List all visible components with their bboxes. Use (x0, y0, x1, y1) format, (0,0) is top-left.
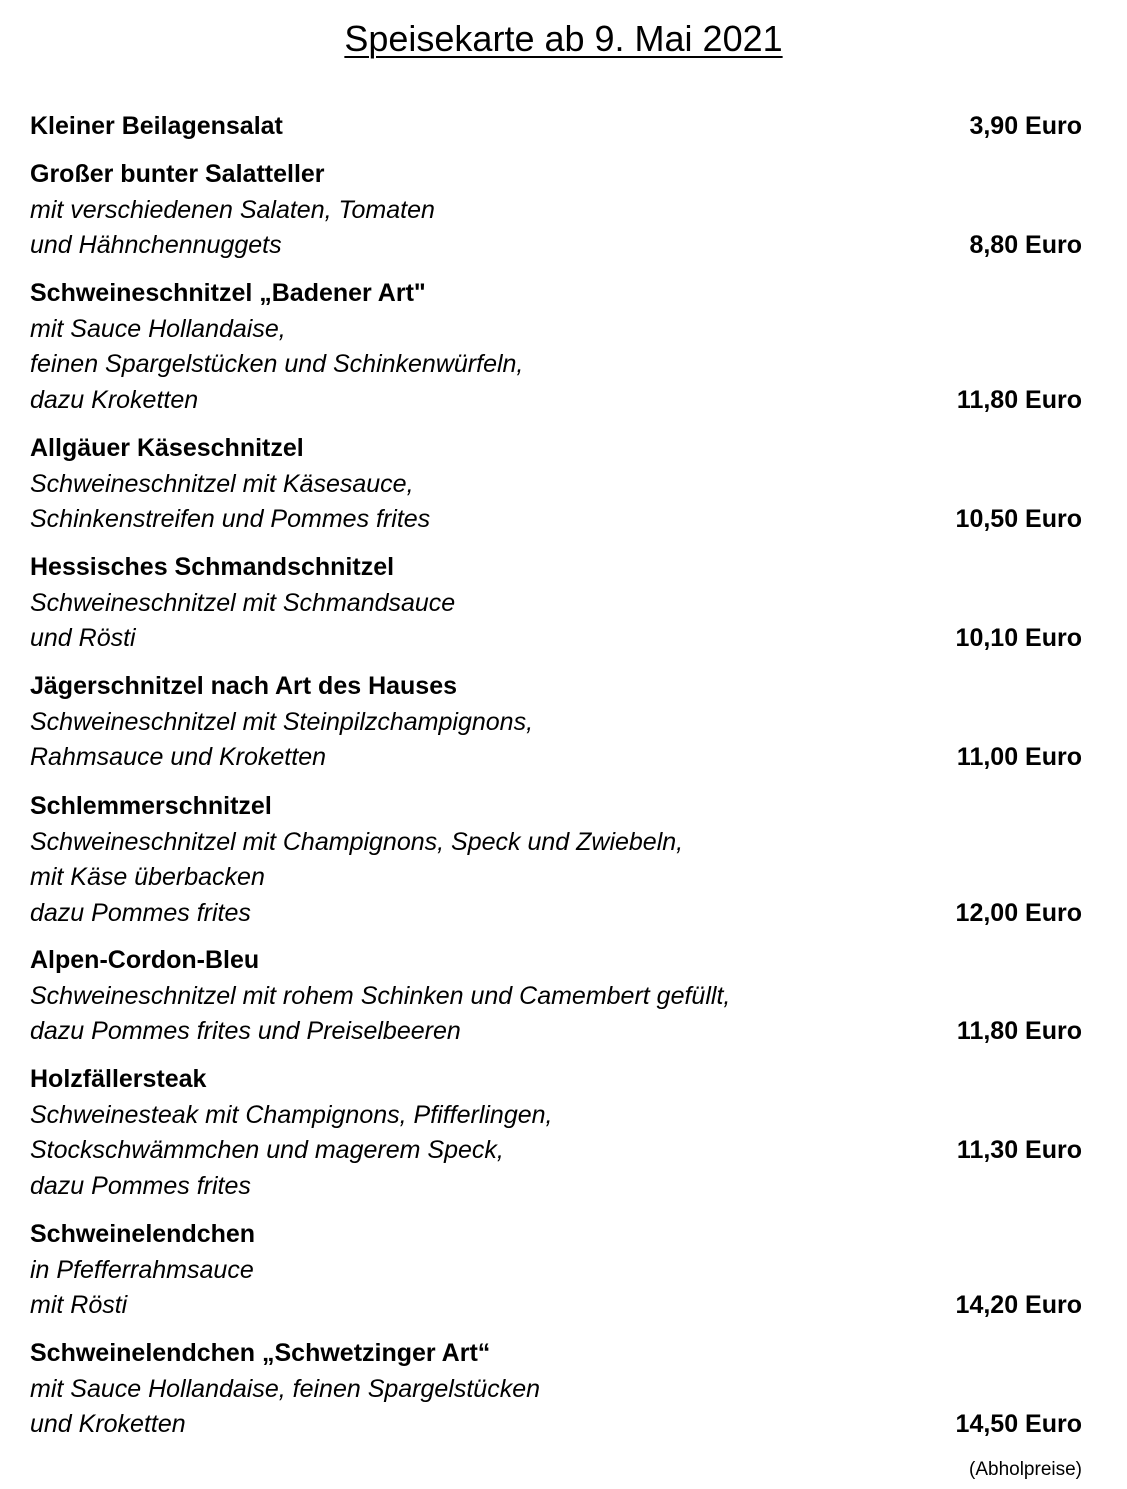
item-description: und Rösti (30, 624, 136, 653)
item-description: mit Sauce Hollandaise, (30, 314, 286, 343)
item-description: mit Sauce Hollandaise, feinen Spargelstücken (30, 1374, 541, 1403)
item-name: Schweinelendchen (30, 1220, 256, 1248)
item-price: 11,80 Euro (956, 385, 1082, 414)
menu-item (30, 109, 1082, 145)
item-description: mit Käse überbacken (30, 863, 265, 892)
item-name: Schweineschnitzel „Badener Art" (30, 279, 426, 307)
item-description: mit Rösti (30, 1291, 128, 1320)
menu-item (30, 1336, 1082, 1443)
item-price: 14,20 Euro (955, 1291, 1082, 1320)
item-name: Alpen-Cordon-Bleu (30, 946, 260, 974)
item-price: 14,50 Euro (955, 1410, 1082, 1439)
item-description: Schweineschnitzel mit Champignons, Speck und Zwiebeln, (30, 827, 684, 856)
item-name: Schweinelendchen „Schwetzinger Art“ (30, 1339, 491, 1367)
item-description: und Kroketten (30, 1410, 186, 1439)
item-description: Schweineschnitzel mit rohem Schinken und Camembert gefüllt, (30, 981, 731, 1010)
item-description: dazu Kroketten (30, 385, 199, 414)
item-description: Schweineschnitzel mit Schmandsauce (30, 588, 456, 617)
item-description: Stockschwämmchen und magerem Speck, (30, 1136, 504, 1165)
item-description: feinen Spargelstücken und Schinkenwürfeln, (30, 350, 524, 379)
menu-item (30, 431, 1082, 538)
item-name: Kleiner Beilagensalat (30, 112, 283, 140)
item-price: 3,90 Euro (969, 112, 1082, 140)
item-name: Schlemmerschnitzel (30, 792, 272, 820)
pickup-price-note: (Abholpreise) (969, 1459, 1082, 1480)
menu-item (30, 276, 1082, 418)
menu-item (30, 550, 1082, 657)
item-name: Großer bunter Salatteller (30, 160, 325, 188)
item-description: Schweinesteak mit Champignons, Pfifferlingen, (30, 1100, 553, 1129)
item-description: Rahmsauce und Kroketten (30, 743, 327, 772)
item-description: Schinkenstreifen und Pommes frites (30, 505, 431, 534)
item-description: Schweineschnitzel mit Käsesauce, (30, 469, 414, 498)
item-price: 10,50 Euro (955, 505, 1082, 534)
item-price: 12,00 Euro (955, 898, 1082, 927)
item-price: 11,30 Euro (956, 1136, 1082, 1165)
item-name: Hessisches Schmandschnitzel (30, 553, 395, 581)
item-description: und Hähnchennuggets (30, 231, 282, 260)
item-description: mit verschiedenen Salaten, Tomaten (30, 195, 435, 224)
item-description: in Pfefferrahmsauce (30, 1255, 254, 1284)
item-price: 10,10 Euro (955, 624, 1082, 653)
page-title: Speisekarte ab 9. Mai 2021 (344, 18, 783, 59)
item-price: 11,00 Euro (956, 743, 1082, 772)
menu-item (30, 943, 1082, 1050)
menu-item (30, 1217, 1082, 1324)
item-name: Allgäuer Käseschnitzel (30, 434, 304, 462)
menu-item (30, 1062, 1082, 1204)
menu-item (30, 669, 1082, 776)
item-price: 11,80 Euro (956, 1017, 1082, 1046)
item-description: dazu Pommes frites und Preiselbeeren (30, 1017, 461, 1046)
item-description: dazu Pommes frites (30, 1171, 251, 1200)
item-price: 8,80 Euro (969, 231, 1082, 260)
menu-item (30, 157, 1082, 264)
item-name: Holzfällersteak (30, 1065, 207, 1093)
item-name: Jägerschnitzel nach Art des Hauses (30, 672, 458, 700)
menu-item (30, 789, 1082, 931)
item-description: Schweineschnitzel mit Steinpilzchampignons, (30, 707, 534, 736)
item-description: dazu Pommes frites (30, 898, 251, 927)
